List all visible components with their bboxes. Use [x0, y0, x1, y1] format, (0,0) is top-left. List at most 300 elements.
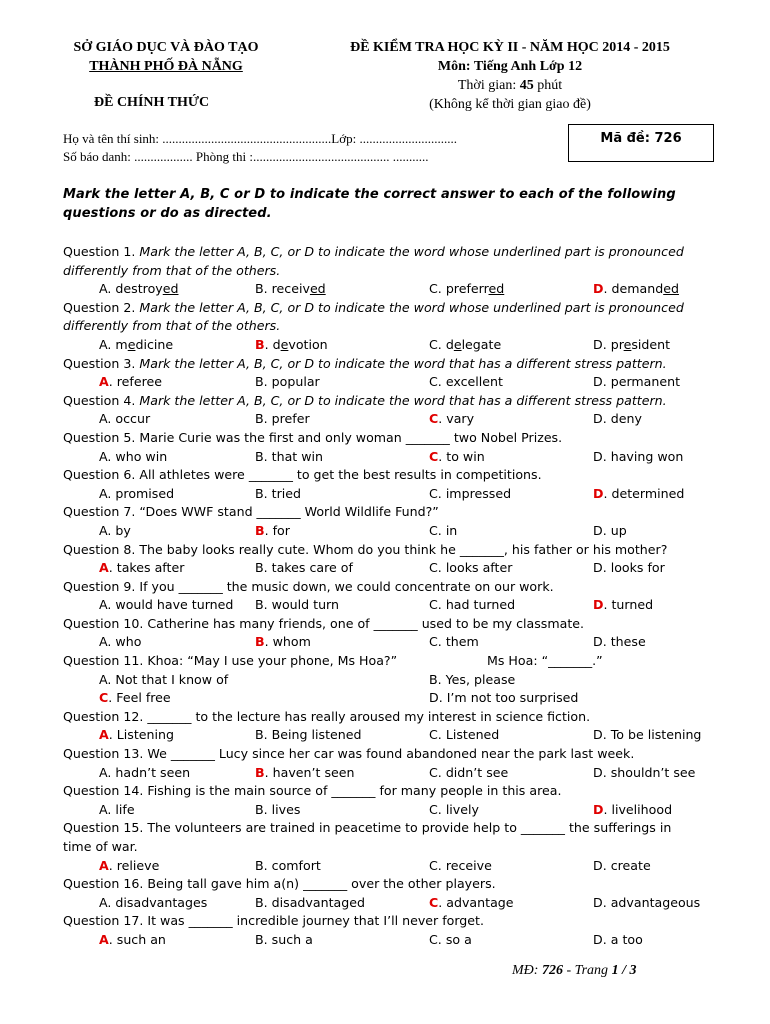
- option-letter: A: [99, 374, 109, 390]
- option-letter: B: [255, 801, 264, 817]
- option-letter: B: [255, 634, 265, 650]
- option-letter: D: [593, 560, 603, 576]
- option-letter: C: [429, 485, 438, 501]
- option-text: who: [115, 634, 142, 650]
- official-label: ĐỀ CHÍNH THỨC: [94, 95, 210, 110]
- option-letter: B: [255, 281, 264, 297]
- option-text-rest: sident: [631, 336, 671, 352]
- option-d: D. deny: [593, 411, 642, 427]
- option-letter: D: [593, 597, 604, 613]
- questions-list: [63, 243, 723, 950]
- option-letter: A: [99, 522, 108, 538]
- question: [63, 392, 723, 429]
- question-text: The volunteers are trained in peacetime to provide help to _______ the sufferings in time of war.: [63, 820, 672, 854]
- option-text: shouldn’t see: [610, 764, 696, 780]
- option-text: receiv: [271, 281, 310, 297]
- option-d: D. demanded: [593, 281, 679, 297]
- option-text: disadvantages: [115, 894, 208, 910]
- option-text: vary: [446, 411, 475, 427]
- option-text: them: [445, 634, 479, 650]
- option-text: promised: [115, 485, 175, 501]
- question: [63, 782, 723, 819]
- question-label: Question 6.: [63, 467, 136, 483]
- option-text: having won: [610, 448, 684, 464]
- option-text: Feel free: [116, 690, 171, 706]
- option-b: B. lives: [255, 801, 301, 817]
- question: [63, 819, 723, 875]
- option-letter: C: [429, 560, 438, 576]
- option-text: had turned: [445, 597, 516, 613]
- option-b: B. disadvantaged: [255, 894, 365, 910]
- option-text: haven’t seen: [272, 764, 355, 780]
- option-d: D. these: [593, 634, 646, 650]
- option-letter: D: [593, 448, 603, 464]
- question-label: Question 1.: [63, 244, 136, 259]
- option-row: [63, 894, 723, 913]
- option-letter: C: [429, 522, 438, 538]
- option-letter: D: [593, 485, 604, 501]
- option-text: looks after: [445, 560, 513, 576]
- option-a: A. medicine: [99, 336, 174, 352]
- option-row: [63, 410, 723, 429]
- question-stem: [63, 466, 723, 485]
- option-a: A. Listening: [99, 727, 174, 743]
- option-d: D. To be listening: [593, 727, 702, 743]
- option-letter: C: [429, 764, 438, 780]
- option-text: prefer: [271, 411, 310, 427]
- option-b: B. comfort: [255, 857, 321, 873]
- option-d: D. looks for: [593, 560, 665, 576]
- option-text: deny: [610, 411, 642, 427]
- question: [63, 745, 723, 782]
- option-b: B. would turn: [255, 597, 339, 613]
- option-text: in: [445, 522, 458, 538]
- underlined-part: e: [280, 336, 289, 352]
- option-text: lives: [271, 801, 301, 817]
- option-letter: D: [593, 894, 603, 910]
- option-c: C. looks after: [429, 560, 513, 576]
- question-stem: [63, 745, 723, 764]
- option-a: A. promised: [99, 485, 175, 501]
- option-c: C. in: [429, 522, 458, 538]
- option-b: B. such a: [255, 931, 313, 947]
- option-text: takes after: [116, 560, 185, 576]
- option-c: C. had turned: [429, 597, 516, 613]
- option-a: A. destroyed: [99, 281, 179, 297]
- option-row: [63, 280, 723, 299]
- question-label: Question 2.: [63, 299, 136, 315]
- option-text: advantageous: [610, 894, 701, 910]
- option-text: advantage: [446, 894, 514, 910]
- option-text: would have turned: [115, 597, 234, 613]
- option-a: A. who: [99, 634, 142, 650]
- question-stem: [63, 299, 703, 336]
- question-label: Question 16.: [63, 876, 144, 892]
- option-row: [63, 448, 723, 467]
- option-text: such an: [116, 931, 166, 947]
- option-letter: C: [429, 448, 439, 464]
- option-letter: C: [429, 801, 438, 817]
- question: [63, 615, 723, 652]
- option-letter: B: [255, 764, 265, 780]
- option-d: D. livelihood: [593, 801, 673, 817]
- option-text: permanent: [610, 374, 681, 390]
- option-d: D. a too: [593, 931, 643, 947]
- exam-time: Thời gian: 45 phút (Không kể thời gian giao đề): [340, 76, 680, 114]
- question-stem: [63, 392, 723, 411]
- option-b: B. for: [255, 522, 290, 538]
- option-text: relieve: [116, 857, 160, 873]
- option-letter: B: [429, 671, 438, 687]
- option-text: Not that I know of: [115, 671, 229, 687]
- option-text: life: [115, 801, 135, 817]
- option-letter: C: [429, 411, 439, 427]
- option-row: [63, 633, 723, 652]
- question-label: Question 17.: [63, 913, 144, 929]
- question-text: All athletes were _______ to get the best results in competitions.: [135, 467, 542, 483]
- option-text-rest: votion: [288, 336, 328, 352]
- question-text: Being tall gave him a(n) _______ over the other players.: [143, 876, 496, 892]
- underlined-part: ed: [663, 281, 679, 297]
- question-stem: [63, 578, 723, 597]
- option-row: [63, 671, 723, 690]
- option-text: d: [272, 336, 281, 352]
- option-text: would turn: [271, 597, 339, 613]
- option-letter: D: [593, 764, 603, 780]
- option-d: D. having won: [593, 448, 684, 464]
- underlined-part: ed: [309, 281, 326, 297]
- option-text: pr: [610, 336, 624, 352]
- option-text: determined: [611, 485, 685, 501]
- option-letter: D: [593, 336, 603, 352]
- option-c: C. them: [429, 634, 479, 650]
- option-a: A. such an: [99, 931, 166, 947]
- question-stem: [63, 243, 703, 280]
- option-c: C. Listened: [429, 727, 500, 743]
- option-text: hadn’t seen: [115, 764, 191, 780]
- question-stem: [63, 652, 723, 671]
- option-text: receive: [445, 857, 492, 873]
- option-text: by: [115, 522, 131, 538]
- option-b: B. Being listened: [255, 727, 362, 743]
- option-letter: D: [429, 690, 439, 706]
- underlined-part: ed: [488, 281, 505, 297]
- option-c: C. didn’t see: [429, 764, 509, 780]
- option-c: C. to win: [429, 448, 485, 464]
- option-letter: A: [99, 857, 109, 873]
- underlined-part: e: [127, 336, 136, 352]
- question: [63, 503, 723, 540]
- question-text: _______ to the lecture has really aroused my interest in science fiction.: [143, 708, 591, 724]
- option-letter: C: [429, 336, 438, 352]
- option-letter: D: [593, 281, 604, 297]
- option-text: d: [445, 336, 454, 352]
- option-text: lively: [445, 801, 479, 817]
- question-text: The baby looks really cute. Whom do you think he _______, his father or his mother?: [135, 541, 668, 557]
- question-stem: [63, 429, 723, 448]
- option-letter: C: [429, 857, 438, 873]
- option-text-rest: dicine: [135, 336, 174, 352]
- question-text: Mark the letter A, B, C, or D to indicate the word whose underlined part is pronounced differently from that of the others.: [63, 244, 684, 278]
- option-text: livelihood: [611, 801, 673, 817]
- option-letter: C: [429, 727, 438, 743]
- option-letter: D: [593, 411, 603, 427]
- question-stem: [63, 912, 723, 931]
- option-letter: A: [99, 336, 108, 352]
- question-text: Fishing is the main source of _______ for many people in this area.: [143, 783, 562, 799]
- option-text: Listening: [116, 727, 174, 743]
- option-a: A. disadvantages: [99, 894, 208, 910]
- option-text: Yes, please: [445, 671, 516, 687]
- question-text: Mark the letter A, B, C, or D to indicate the word whose underlined part is pronounced differently from that of the others.: [63, 299, 684, 334]
- question-stem: [63, 782, 723, 801]
- option-letter: B: [255, 522, 265, 538]
- option-text: Listened: [445, 727, 500, 743]
- question-label: Question 9.: [63, 578, 136, 594]
- option-row: [63, 336, 723, 355]
- option-text: create: [610, 857, 651, 873]
- exam-code-box: Mã đề: 726: [568, 124, 714, 162]
- option-letter: A: [99, 671, 108, 687]
- option-text-rest: legate: [461, 336, 502, 352]
- question-text-reply: Ms Hoa: “_______.”: [487, 653, 603, 669]
- option-letter: B: [255, 560, 264, 576]
- option-letter: A: [99, 764, 108, 780]
- option-row: [63, 689, 723, 708]
- question-stem: [63, 875, 723, 894]
- option-d: D. turned: [593, 597, 654, 613]
- question-text: Khoa: “May I use your phone, Ms Hoa?”: [143, 653, 398, 669]
- option-c: C. so a: [429, 931, 472, 947]
- department-line-2: THÀNH PHỐ ĐÀ NẴNG: [89, 59, 243, 74]
- option-text: I’m not too surprised: [446, 690, 579, 706]
- option-text: looks for: [610, 560, 665, 576]
- question-text: Mark the letter A, B, C, or D to indicate the word that has a different stress pattern.: [135, 392, 667, 408]
- question-label: Question 5.: [63, 429, 136, 445]
- question-label: Question 14.: [63, 783, 144, 799]
- question: [63, 355, 723, 392]
- question-text: Mark the letter A, B, C, or D to indicate the word that has a different stress pattern.: [135, 355, 667, 371]
- option-c: C. impressed: [429, 485, 512, 501]
- option-letter: B: [255, 374, 264, 390]
- option-b: B. received: [255, 281, 326, 297]
- option-text: Being listened: [271, 727, 362, 743]
- student-id-line: Số báo danh: .................. Phòng thi :.......................................... ...........: [63, 149, 429, 164]
- question: [63, 429, 723, 466]
- question-label: Question 3.: [63, 355, 136, 371]
- option-letter: B: [255, 894, 264, 910]
- option-letter: C: [429, 281, 438, 297]
- option-letter: B: [255, 857, 264, 873]
- option-d: D. advantageous: [593, 894, 701, 910]
- question-label: Question 4.: [63, 392, 136, 408]
- question-stem: [63, 819, 703, 856]
- question-text: It was _______ incredible journey that I’ll never forget.: [143, 913, 484, 929]
- question-label: Question 12.: [63, 708, 144, 724]
- question-stem: [63, 708, 723, 727]
- option-a: A. relieve: [99, 857, 160, 873]
- question: [63, 541, 723, 578]
- option-a: A. occur: [99, 411, 151, 427]
- option-text: so a: [445, 931, 472, 947]
- question-label: Question 15.: [63, 820, 144, 836]
- option-letter: D: [593, 931, 603, 947]
- option-row: [63, 522, 723, 541]
- option-letter: A: [99, 931, 109, 947]
- option-letter: C: [99, 690, 109, 706]
- option-c: C. receive: [429, 857, 492, 873]
- question-stem: [63, 503, 723, 522]
- page-footer: MĐ: 726 - Trang 1 / 3: [512, 963, 637, 978]
- question: [63, 299, 723, 355]
- option-text: such a: [271, 931, 313, 947]
- option-text: destroy: [115, 281, 163, 297]
- option-text: a too: [610, 931, 643, 947]
- option-letter: B: [255, 485, 264, 501]
- option-text: to win: [446, 448, 485, 464]
- option-d: D. up: [593, 522, 627, 538]
- option-b: B. haven’t seen: [255, 764, 355, 780]
- option-text: who win: [115, 448, 168, 464]
- question-text: Catherine has many friends, one of _______ used to be my classmate.: [143, 615, 585, 631]
- question-text: We _______ Lucy since her car was found abandoned near the park last week.: [143, 746, 635, 762]
- question-stem: [63, 615, 723, 634]
- question-label: Question 11.: [63, 653, 144, 669]
- option-text: referee: [116, 374, 162, 390]
- question-label: Question 8.: [63, 541, 136, 557]
- option-c: C. advantage: [429, 894, 514, 910]
- option-row: [63, 801, 723, 820]
- option-b: B. prefer: [255, 411, 310, 427]
- option-letter: C: [429, 374, 438, 390]
- option-text: m: [115, 336, 128, 352]
- option-text: To be listening: [610, 727, 702, 743]
- option-letter: A: [99, 448, 108, 464]
- option-letter: A: [99, 411, 108, 427]
- option-letter: A: [99, 801, 108, 817]
- exam-subject: Môn: Tiếng Anh Lớp 12: [437, 59, 583, 74]
- question: [63, 875, 723, 912]
- option-letter: D: [593, 522, 603, 538]
- option-c: C. lively: [429, 801, 479, 817]
- option-text: excellent: [445, 374, 503, 390]
- option-b: B. popular: [255, 374, 320, 390]
- option-letter: A: [99, 727, 109, 743]
- option-d: D. shouldn’t see: [593, 764, 696, 780]
- option-b: B. that win: [255, 448, 324, 464]
- option-a: A. would have turned: [99, 597, 234, 613]
- department-name: [60, 38, 272, 76]
- option-letter: B: [255, 411, 264, 427]
- question-label: Question 7.: [63, 504, 136, 520]
- option-c: C. preferred: [429, 281, 505, 297]
- option-text: that win: [271, 448, 324, 464]
- option-letter: B: [255, 336, 265, 352]
- option-b: B. Yes, please: [429, 671, 516, 687]
- question-stem: [63, 355, 723, 374]
- option-text: didn’t see: [445, 764, 509, 780]
- option-letter: B: [255, 727, 264, 743]
- underlined-part: ed: [162, 281, 179, 297]
- question: [63, 652, 723, 708]
- option-letter: B: [255, 931, 264, 947]
- option-letter: C: [429, 931, 438, 947]
- option-text: for: [272, 522, 290, 538]
- question: [63, 578, 723, 615]
- question: [63, 243, 723, 299]
- question-label: Question 13.: [63, 746, 144, 762]
- option-text: popular: [271, 374, 320, 390]
- question: [63, 912, 723, 949]
- option-b: B. devotion: [255, 336, 328, 352]
- question-stem: [63, 541, 723, 560]
- option-b: B. tried: [255, 485, 302, 501]
- option-text: tried: [271, 485, 302, 501]
- exam-time-note: (Không kể thời gian giao đề): [429, 97, 591, 112]
- option-letter: C: [429, 634, 438, 650]
- option-text: comfort: [271, 857, 321, 873]
- option-text: occur: [115, 411, 151, 427]
- option-text: demand: [611, 281, 664, 297]
- option-c: C. excellent: [429, 374, 503, 390]
- option-letter: D: [593, 727, 603, 743]
- question: [63, 466, 723, 503]
- option-c: C. Feel free: [99, 690, 171, 706]
- question-label: Question 10.: [63, 615, 144, 631]
- question: [63, 708, 723, 745]
- option-text: these: [610, 634, 646, 650]
- option-a: A. Not that I know of: [99, 671, 229, 687]
- option-row: [63, 764, 723, 783]
- option-text: turned: [611, 597, 654, 613]
- underlined-part: e: [623, 336, 632, 352]
- option-c: C. vary: [429, 411, 475, 427]
- department-line-1: SỞ GIÁO DỤC VÀ ĐÀO TẠO: [73, 40, 259, 55]
- question-text: Marie Curie was the first and only woman _______ two Nobel Prizes.: [135, 429, 563, 445]
- option-d: D. permanent: [593, 374, 681, 390]
- option-letter: D: [593, 374, 603, 390]
- option-text: takes care of: [271, 560, 353, 576]
- option-text: impressed: [445, 485, 512, 501]
- option-d: D. create: [593, 857, 651, 873]
- option-a: A. hadn’t seen: [99, 764, 191, 780]
- option-letter: D: [593, 634, 603, 650]
- option-row: [63, 485, 723, 504]
- option-a: A. takes after: [99, 560, 185, 576]
- question-text: “Does WWF stand _______ World Wildlife Fund?”: [135, 504, 439, 520]
- option-row: [63, 373, 723, 392]
- option-d: D. president: [593, 336, 671, 352]
- option-d: D. I’m not too surprised: [429, 690, 579, 706]
- option-row: [63, 596, 723, 615]
- option-b: B. takes care of: [255, 560, 353, 576]
- instruction-text: Mark the letter A, B, C or D to indicate the correct answer to each of the following questions or do as directed.: [63, 187, 676, 221]
- option-letter: A: [99, 597, 108, 613]
- option-letter: A: [99, 485, 108, 501]
- student-name-line: Họ và tên thí sinh: ....................................................Lớp: ..............................: [63, 131, 457, 146]
- option-letter: B: [255, 597, 264, 613]
- option-letter: A: [99, 560, 109, 576]
- option-letter: B: [255, 448, 264, 464]
- option-a: A. who win: [99, 448, 168, 464]
- option-row: [63, 931, 723, 950]
- option-text: whom: [272, 634, 311, 650]
- option-letter: D: [593, 857, 603, 873]
- exam-header: [320, 38, 700, 76]
- option-b: B. whom: [255, 634, 311, 650]
- option-a: A. by: [99, 522, 131, 538]
- option-letter: A: [99, 894, 108, 910]
